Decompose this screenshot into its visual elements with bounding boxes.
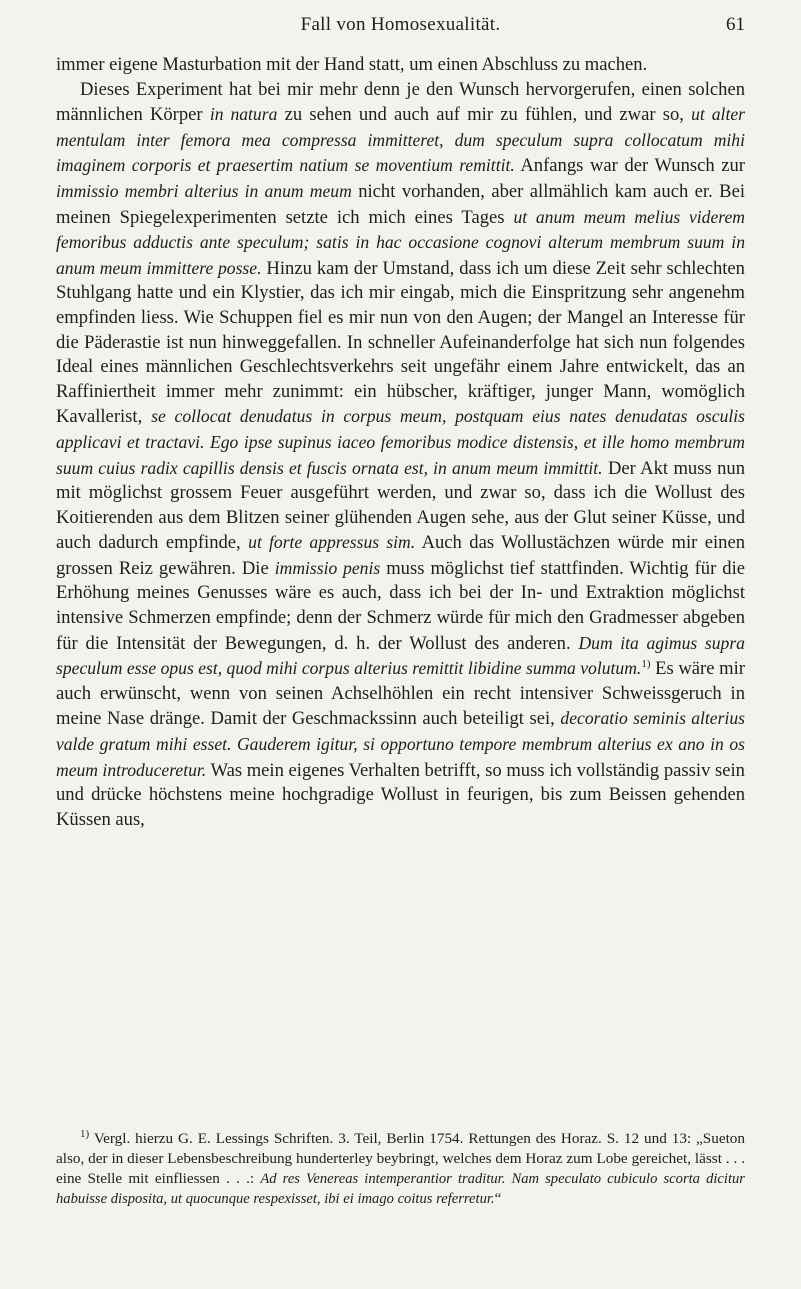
text-run: Was mein eigenes Verhalten betrifft, so muss ich vollständig passiv sein und drücke höchstens meine hochgradige Wollust in feurigen, bis zum Beissen gehenden Küssen aus, (56, 759, 745, 830)
text-run: Auch das Wollustächzen würde mir einen grossen Reiz gewähren. Die (56, 532, 745, 579)
page-number: 61 (726, 14, 745, 35)
latin-passage: immissio membri alterius in anum meum (56, 180, 352, 201)
text-run: zu sehen und auch auf mir zu fühlen, und zwar so, (277, 104, 692, 126)
latin-passage: in natura (209, 104, 278, 125)
text-run: nicht vorhanden, aber allmählich kam auch er. Bei meinen Spiegelexperimenten setzte ich mich eines Tages (56, 180, 745, 228)
footnote-marker: 1) (641, 658, 651, 671)
paragraph (56, 78, 745, 833)
text-run: Anfangs war der Wunsch zur (514, 155, 746, 177)
latin-passage: decoratio seminis alterius valde gratum mihi esset. Gauderem igitur, si opportuno tempore membrum alterius ex ano in os meum introduceretur. (56, 708, 745, 780)
footnotes (56, 1129, 745, 1210)
latin-passage: se collocat denudatus in corpus meum, postquam eius nates denudatas osculis applicavi et tractavi. Ego ipse supinus iaceo femoribus modice distensis, et ille homo membrum suum cuius radix capillis densis et fuscis ornata est, in anum meum immittit. (56, 406, 746, 478)
latin-passage: ut alter mentulam inter femora mea compressa immitteret, dum speculum supra collocatum mihi imaginem corporis et praesertim natium se moventium remittit. (56, 104, 745, 176)
text-run: immer eigene Masturbation mit der Hand statt, um einen Abschluss zu machen. (56, 54, 648, 75)
text-run: Hinzu kam der Umstand, dass ich um diese Zeit sehr schlechten Stuhlgang hatte und ein Klystier, das ich mir eingab, mich die Einspritzung sehr angenehm empfinden liess. Wie Schuppen fiel es mir nun von den Augen; der Mangel an Interesse für die Päderastie ist nun hinweggefallen. In schneller Aufeinanderfolge hat sich nun folgendes Ideal eines männlichen Geschlechtsverkehrs seit ungefähr einem Jahre entwickelt, das an Raffiniertheit immer mehr zunimmt: ein hübscher, kräftiger, junger Mann, womöglich Kavallerist, (56, 257, 745, 428)
text-run: Vergl. hierzu G. E. Lessings Schriften. 3. Teil, Berlin 1754. Rettungen des Horaz. S. 12 und 13: „Sueton also, der in dieser Lebensbeschreibung hunderterley beybringt, welches dem Horaz zum Lobe gereichet, lässt . . . eine Stelle mit einfliessen . . .: (56, 1130, 745, 1187)
main-text (56, 53, 745, 832)
running-title: Fall von Homosexualität. (300, 14, 501, 35)
latin-passage: ut forte appressus sim. (248, 532, 416, 553)
latin-passage: immissio penis (274, 557, 381, 578)
latin-passage: Dum ita agimus supra speculum esse opus est, quod mihi corpus alterius remittit libidine summa volutum. (56, 632, 745, 679)
latin-passage: ut anum meum melius viderem femoribus adductis ante speculum; satis in hac occasione cognovi alterum membrum suum in anum meum immittere posse. (56, 206, 745, 278)
text-run: muss möglichst tief stattfinden. Wichtig für die Erhöhung meines Genusses wäre es auch, dass ich bei der In- und Extraktion möglichst intensive Schmerzen empfinde; denn der Schmerz würde für mich den Gradmesser abgeben für die Intensität der Bewegungen, d. h. der Wollust des anderen. (56, 557, 746, 654)
text-run: Dieses Experiment hat bei mir mehr denn je den Wunsch hervorgerufen, einen solchen männlichen Körper (56, 78, 745, 126)
latin-passage: Ad res Venereas intemperantior traditur. Nam speculato cubiculo scorta dicitur habuisse disposita, ut quocunque respexisset, ibi ei imago coitus referretur. (56, 1170, 745, 1208)
text-run: Der Akt muss nun mit möglichst grossem Feuer ausgeführt werden, und zwar so, dass ich die Wollust des Koitierenden aus dem Blitzen seiner glühenden Augen sehe, aus der Glut seiner Küsse, und auch dadurch empfinde, (56, 457, 745, 554)
text-run: “ (494, 1190, 502, 1208)
paragraph (56, 53, 745, 78)
footnote (56, 1129, 745, 1210)
running-header (56, 14, 745, 42)
text-run: Es wäre mir auch erwünscht, wenn von seinen Achselhöhlen ein recht intensiver Schweissgeruch in meine Nase dränge. Damit der Geschmackssinn auch beteiligt sei, (56, 658, 745, 730)
footnote-marker: 1) (80, 1127, 90, 1140)
